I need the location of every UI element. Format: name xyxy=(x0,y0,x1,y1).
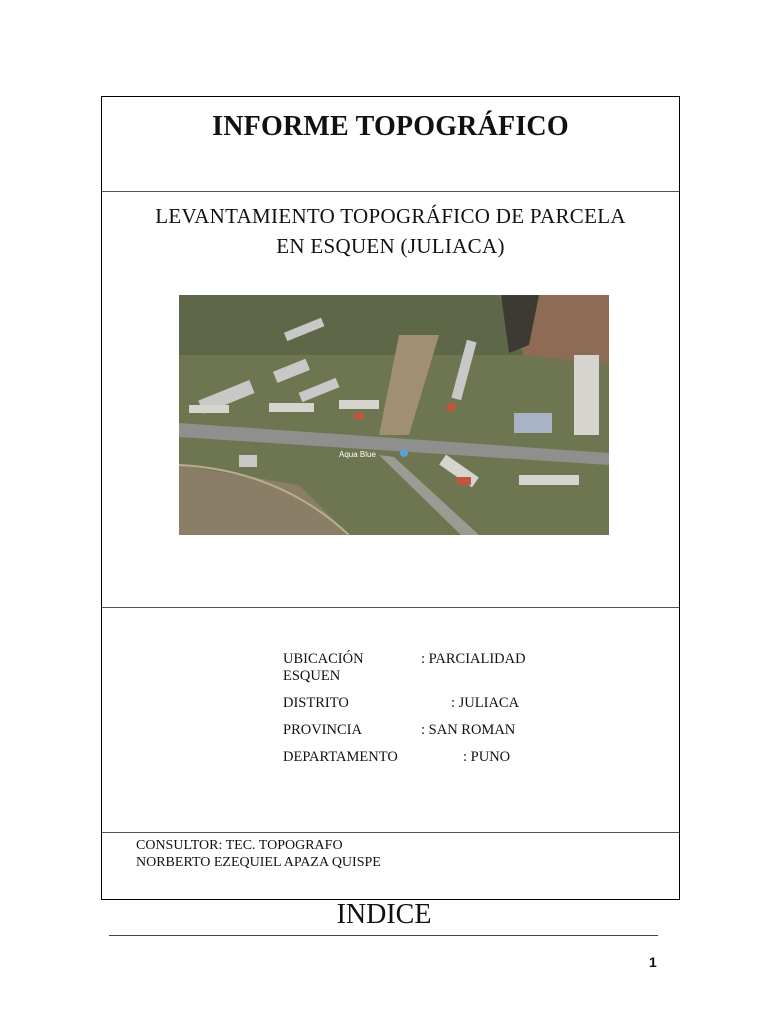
subtitle-line: LEVANTAMIENTO TOPOGRÁFICO DE PARCELA xyxy=(155,204,626,228)
indice-heading: INDICE xyxy=(336,899,432,930)
distrito-label: DISTRITO xyxy=(283,695,349,711)
location-block xyxy=(283,651,553,765)
map-pin-label: Aqua Blue xyxy=(339,450,376,459)
ubicacion-value-cont: ESQUEN xyxy=(283,668,341,684)
report-subtitle xyxy=(102,201,679,261)
distrito-row xyxy=(283,695,553,712)
consultant-block xyxy=(136,837,396,870)
divider xyxy=(102,607,679,608)
cover-frame xyxy=(101,96,680,900)
ubicacion-label: UBICACIÓN xyxy=(283,651,364,667)
divider xyxy=(102,832,679,833)
divider xyxy=(102,191,679,192)
departamento-row xyxy=(283,749,553,766)
ubicacion-row xyxy=(283,651,553,668)
provincia-value: : SAN ROMAN xyxy=(421,722,516,738)
ubicacion-value: : PARCIALIDAD xyxy=(421,651,526,667)
departamento-label: DEPARTAMENTO xyxy=(283,749,398,765)
indice-underline xyxy=(109,935,658,936)
ubicacion-row-cont xyxy=(283,668,553,685)
consultant-name: NORBERTO EZEQUIEL APAZA QUISPE xyxy=(136,855,381,870)
distrito-value: : JULIACA xyxy=(451,695,520,711)
subtitle-line: EN ESQUEN (JULIACA) xyxy=(276,234,505,258)
departamento-value: : PUNO xyxy=(463,749,511,765)
provincia-row xyxy=(283,722,553,739)
provincia-label: PROVINCIA xyxy=(283,722,362,738)
consultant-line: CONSULTOR: TEC. TOPOGRAFO xyxy=(136,838,343,853)
report-title: INFORME TOPOGRÁFICO xyxy=(212,111,569,142)
aerial-photo xyxy=(179,295,609,535)
page-number: 1 xyxy=(649,954,657,970)
